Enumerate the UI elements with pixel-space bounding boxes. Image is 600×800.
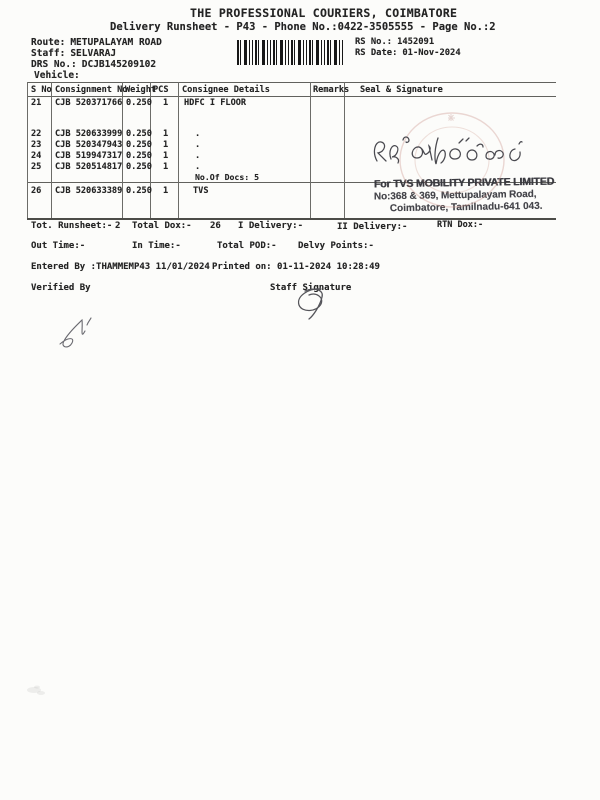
- stamp-address-line2: Coimbatore, Tamilnadu-641 043.: [389, 200, 543, 215]
- header-consignee: Consignee Details: [182, 85, 270, 95]
- header-seal: Seal & Signature: [360, 85, 443, 95]
- scan-smudge: [27, 686, 45, 696]
- barcode-icon: [237, 40, 345, 65]
- verifier-initial-icon: [60, 318, 91, 347]
- cell-sno: 23: [31, 140, 42, 150]
- staff-signature-label: Staff Signature: [270, 283, 352, 293]
- cell-consignment: CJB 520347943: [55, 140, 123, 150]
- out-time-label: Out Time:-: [31, 241, 86, 251]
- total-pod-label: Total POD:-: [217, 241, 277, 251]
- header-consignment: Consignment No: [55, 85, 128, 95]
- stamp-company-line: For TVS MOBILITY PRIVATE LIMITED: [373, 175, 555, 191]
- route-line: [31, 37, 162, 48]
- rs-no-label: RS No.:: [355, 37, 393, 47]
- cell-weight: 0.250: [126, 162, 152, 172]
- document-title: THE PROFESSIONAL COURIERS, COIMBATORE: [190, 6, 458, 20]
- docs-count-note: No.Of Docs: 5: [195, 172, 260, 182]
- entered-by-line: Entered By :THAMMEMP43 11/01/2024: [31, 262, 210, 272]
- delvy-points-label: Delvy Points:-: [298, 241, 374, 251]
- table-top-border: [27, 82, 556, 83]
- cell-consignment: CJB 519947317: [55, 151, 123, 161]
- cell-weight: 0.250: [126, 98, 152, 108]
- cell-sno: 22: [31, 129, 42, 139]
- i-delivery-label: I Delivery:-: [238, 221, 304, 231]
- rs-date-value: 01-Nov-2024: [402, 48, 461, 58]
- staff-value: SELVARAJ: [70, 48, 117, 59]
- tot-runsheet-label: Tot. Runsheet:-: [31, 221, 113, 231]
- in-time-label: In Time:-: [132, 241, 181, 251]
- cell-pcs: 1: [163, 186, 169, 196]
- cell-consignee: .: [195, 151, 201, 161]
- ii-delivery-label: II Delivery:-: [337, 222, 408, 232]
- cell-sno: 24: [31, 151, 42, 161]
- header-remarks: Remarks: [313, 85, 350, 95]
- tot-runsheet-value: 2: [115, 221, 121, 231]
- cell-consignee: .: [195, 162, 201, 172]
- cell-consignee: .: [195, 140, 201, 150]
- cell-sno: 21: [31, 98, 42, 108]
- cell-weight: 0.250: [126, 129, 152, 139]
- verified-by-label: Verified By: [31, 283, 91, 293]
- header-pcs: PCS: [153, 85, 169, 95]
- rs-no-value: 1452091: [397, 37, 435, 47]
- cell-consignment: CJB 520633999: [55, 129, 123, 139]
- cell-pcs: 1: [163, 98, 169, 108]
- header-weight: Weight: [125, 85, 157, 95]
- staff-signature-icon: [299, 289, 323, 319]
- cell-sno: 25: [31, 162, 42, 172]
- drs-value: DCJB145209102: [81, 59, 157, 70]
- rs-date-line: [355, 48, 461, 58]
- cell-weight: 0.250: [126, 151, 152, 161]
- route-value: METUPALAYAM ROAD: [70, 37, 162, 48]
- rtn-dox-label: RTN Dox:-: [437, 220, 484, 230]
- cell-weight: 0.250: [126, 186, 152, 196]
- stamp-address-line1: No:368 & 369, Mettupalayam Road,: [373, 188, 537, 203]
- printed-on-line: Printed on: 01-11-2024 10:28:49: [212, 262, 380, 272]
- table-header-row: [0, 85, 600, 97]
- cell-pcs: 1: [163, 151, 169, 161]
- total-dox-label: Total Dox:-: [132, 221, 192, 231]
- staff-line: [31, 48, 116, 59]
- document-subtitle: Delivery Runsheet - P43 - Phone No.:0422-3505555 - Page No.:2: [110, 21, 496, 33]
- cell-consignment: CJB 520514817: [55, 162, 123, 172]
- cell-sno: 26: [31, 186, 42, 196]
- total-dox-value: 26: [210, 221, 221, 231]
- cell-consignment: CJB 520371766: [55, 98, 123, 108]
- drs-line: [31, 59, 156, 70]
- cell-pcs: 1: [163, 162, 169, 172]
- route-label: Route:: [31, 37, 66, 48]
- rs-date-label: RS Date:: [355, 48, 398, 58]
- rs-no-line: [355, 37, 434, 47]
- cell-consignee: HDFC I FLOOR: [184, 98, 247, 108]
- table-row: [0, 162, 600, 174]
- header-sno: S No: [31, 85, 52, 95]
- cell-pcs: 1: [163, 129, 169, 139]
- vehicle-line: [34, 70, 80, 81]
- cell-consignee: TVS: [193, 186, 209, 196]
- vehicle-label: Vehicle:: [34, 70, 80, 81]
- cell-weight: 0.250: [126, 140, 152, 150]
- cell-consignee: .: [195, 129, 201, 139]
- tvs-rubber-stamp: [374, 176, 559, 215]
- cell-consignment: CJB 520633389: [55, 186, 123, 196]
- table-row: [0, 98, 600, 110]
- cell-pcs: 1: [163, 140, 169, 150]
- staff-label: Staff:: [31, 48, 66, 59]
- drs-label: DRS No.:: [31, 59, 77, 70]
